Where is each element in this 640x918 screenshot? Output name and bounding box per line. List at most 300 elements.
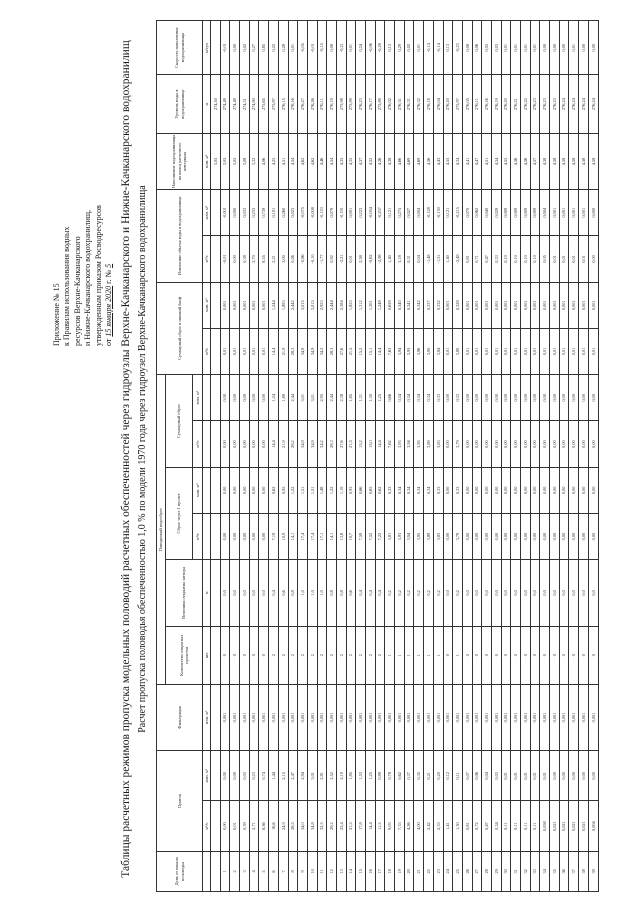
table-cell: 0,00 <box>230 421 240 467</box>
table-cell: 0,78 <box>385 751 395 801</box>
table-cell: 0,00 <box>588 513 598 559</box>
table-row <box>491 21 501 892</box>
table-cell: 3,79 <box>453 421 463 467</box>
table-cell: 21,9 <box>278 421 288 467</box>
table-cell: 0,27 <box>249 21 259 75</box>
table-cell: 0,33 <box>453 467 463 513</box>
table-cell: 0,0 <box>482 560 492 626</box>
table-cell: 4,54 <box>288 133 298 189</box>
table-cell: 4,35 <box>336 133 346 189</box>
table-cell: 0,0 <box>249 560 259 626</box>
table-cell: 1,85 <box>346 751 356 801</box>
table-cell: 0,0 <box>579 560 589 626</box>
table-cell: 3,015 <box>307 282 317 328</box>
table-row <box>433 21 443 892</box>
table-cell: 17,8 <box>356 801 366 851</box>
table-row <box>424 21 434 892</box>
table-cell: 0,0 <box>472 560 482 626</box>
table-cell: 0,01 <box>288 21 298 75</box>
table-cell: 1,51 <box>298 467 308 513</box>
table-cell: 1,248 <box>375 282 385 328</box>
unit-cell: млн. м³ <box>193 467 203 513</box>
table-cell: 0,00 <box>501 513 511 559</box>
table-cell: 0,0 <box>511 560 521 626</box>
table-cell: 0,001 <box>240 684 250 750</box>
table-cell: 0,0 <box>462 560 472 626</box>
table-cell: 7,52 <box>366 513 376 559</box>
table-cell: -1,77 <box>317 236 327 282</box>
table-cell: 0,00 <box>482 421 492 467</box>
table-container <box>156 20 599 892</box>
table-cell: 25 <box>453 851 463 891</box>
table-cell: 0,001 <box>462 684 472 750</box>
table-cell: 0,00 <box>472 513 482 559</box>
table-cell: 276,24 <box>588 75 598 133</box>
table-row <box>443 21 453 892</box>
table-cell: 0,009 <box>521 190 531 236</box>
table-row <box>346 21 356 892</box>
table-cell: 3,89 <box>424 513 434 559</box>
table-cell: -0,62 <box>366 236 376 282</box>
table-cell: 0,023 <box>288 190 298 236</box>
table-cell: 3,95 <box>404 328 414 374</box>
appendix-line: к Правилам использования водных <box>62 226 72 346</box>
table-row <box>366 21 376 892</box>
table-cell: 36 <box>559 851 569 891</box>
table-cell: 0,001 <box>579 684 589 750</box>
table-cell: 1,312 <box>356 282 366 328</box>
table-cell: 0,01 <box>414 21 424 75</box>
table-cell: 0,00 <box>491 467 501 513</box>
table-cell: 6 <box>269 851 279 891</box>
table-cell: 4,62 <box>298 133 308 189</box>
table-cell: 0,00 <box>559 21 569 75</box>
table-cell: 17,1 <box>317 513 327 559</box>
table-cell: 2 <box>317 626 327 684</box>
table-cell: 0,01 <box>521 21 531 75</box>
table-cell: 1,31 <box>356 375 366 421</box>
table-cell: 0,34 <box>395 375 405 421</box>
table-cell: 7,59 <box>356 513 366 559</box>
table-cell: 0,47 <box>482 236 492 282</box>
table-cell: 0 <box>462 626 472 684</box>
table-cell: 0,0 <box>521 560 531 626</box>
table-cell: 28,3 <box>327 328 337 374</box>
table-cell: 0,33 <box>491 236 501 282</box>
table-cell: -2,21 <box>336 236 346 282</box>
table-cell: -0,054 <box>366 190 376 236</box>
table-cell: 276,18 <box>424 75 434 133</box>
table-cell: 0,233 <box>249 190 259 236</box>
table-cell: 2,44 <box>327 375 337 421</box>
table-cell: 0,01 <box>530 328 540 374</box>
table-cell: 0,00 <box>220 375 230 421</box>
table-cell: 0,001 <box>249 684 259 750</box>
table-cell: 14,1 <box>327 513 337 559</box>
appendix-line: ресурсов Верхне-Качканарского <box>72 236 82 346</box>
header-storage-end: Наполнение водохранилища на конец расчетного интервала <box>157 133 203 189</box>
table-cell: 0,0 <box>230 560 240 626</box>
table-cell: 0,00 <box>569 421 579 467</box>
unit-cell: м³/с <box>193 513 203 559</box>
table-cell: 1,53 <box>356 751 366 801</box>
table-cell: 276,23 <box>540 75 550 133</box>
table-cell: 0,0 <box>220 560 230 626</box>
table-cell: 0,001 <box>414 684 424 750</box>
table-cell: 14,4 <box>375 328 385 374</box>
table-cell: 0 <box>220 626 230 684</box>
table-cell: 0,0 <box>569 560 579 626</box>
table-cell: 0,01 <box>530 751 540 801</box>
header-spill-one: Сброс через 1 пролет <box>166 467 193 560</box>
table-cell: 2 <box>269 626 279 684</box>
table-cell: 34 <box>540 851 550 891</box>
unit-cell <box>203 851 211 891</box>
table-cell: 0,0 <box>259 560 269 626</box>
initial-level: 274,50 <box>211 75 221 133</box>
table-cell: 276,17 <box>366 75 376 133</box>
table-cell: 22 <box>424 851 434 891</box>
table-cell: -0,21 <box>336 21 346 75</box>
table-cell: 3,84 <box>433 328 443 374</box>
table-cell: 3,94 <box>404 421 414 467</box>
table-cell: 0,000 <box>230 190 240 236</box>
table-cell: 0,021 <box>569 801 579 851</box>
table-cell: -2,49 <box>453 236 463 282</box>
table-cell: 3,05 <box>230 133 240 189</box>
table-cell: 0,01 <box>462 328 472 374</box>
table-cell: -0,01 <box>220 21 230 75</box>
table-cell: 35 <box>550 851 560 891</box>
table-cell: 0,33 <box>433 467 443 513</box>
table-cell: 1,25 <box>366 751 376 801</box>
table-cell: 4,58 <box>579 133 589 189</box>
table-cell: 0,01 <box>540 751 550 801</box>
table-cell: 1,19 <box>336 467 346 513</box>
unit-cell <box>203 375 211 421</box>
table-cell: 3,00 <box>278 236 288 282</box>
table-cell: 0,001 <box>366 684 376 750</box>
table-cell: 2 <box>346 626 356 684</box>
table-cell: 0,0 <box>550 560 560 626</box>
table-cell: 0,001 <box>424 684 434 750</box>
table-cell: 0,00 <box>559 751 569 801</box>
table-cell: 3,015 <box>298 282 308 328</box>
table-cell: 0,01 <box>559 328 569 374</box>
table-cell: 275,97 <box>453 75 463 133</box>
table-cell: 0,0 <box>443 560 453 626</box>
table-cell: 0,4 <box>366 560 376 626</box>
table-cell: 0,00 <box>559 375 569 421</box>
table-row <box>521 21 531 892</box>
table-cell: 3,83 <box>433 513 443 559</box>
table-cell: 276,19 <box>491 75 501 133</box>
table-cell: 0,001 <box>462 282 472 328</box>
table-cell: 0,71 <box>472 236 482 282</box>
table-cell: 3,01 <box>298 375 308 421</box>
table-cell: 0,328 <box>453 282 463 328</box>
table-cell: 0,01 <box>511 21 521 75</box>
table-cell: 0,070 <box>462 190 472 236</box>
table-cell: 0,05 <box>482 21 492 75</box>
table-cell: 276,24 <box>569 75 579 133</box>
table-cell: 0,029 <box>491 190 501 236</box>
table-cell: 18 <box>385 851 395 891</box>
header-gate-opening: Величина открытия затвора <box>166 560 203 626</box>
handwritten-number: 5 <box>104 263 114 268</box>
table-cell: 0,00 <box>511 375 521 421</box>
table-row <box>327 21 337 892</box>
table-cell: 0 <box>588 626 598 684</box>
table-cell: 0,01 <box>579 328 589 374</box>
table-cell: -0,257 <box>375 190 385 236</box>
table-cell: 0,72 <box>472 801 482 851</box>
table-cell: 0,0 <box>501 560 511 626</box>
table-cell: -0,191 <box>336 190 346 236</box>
table-cell: 1,0 <box>298 560 308 626</box>
table-cell: 274,51 <box>240 75 250 133</box>
table-cell: 274,80 <box>249 75 259 133</box>
table-cell: 7 <box>278 851 288 891</box>
table-cell: 0,02 <box>240 21 250 75</box>
table-cell: 0,05 <box>540 236 550 282</box>
appendix-line: утвержденным приказом Росводресурсов <box>93 205 103 346</box>
table-cell: 0,00 <box>511 467 521 513</box>
table-cell: 5 <box>259 851 269 891</box>
table-cell: 0,34 <box>414 467 424 513</box>
table-cell: 0 <box>569 626 579 684</box>
table-cell: 0,004 <box>540 190 550 236</box>
table-cell: 0,01 <box>569 21 579 75</box>
table-cell: 4 <box>249 851 259 891</box>
table-cell: 0,000 <box>588 190 598 236</box>
table-cell: 4,51 <box>482 133 492 189</box>
table-cell: 1,30 <box>453 801 463 851</box>
table-cell: 0,001 <box>588 684 598 750</box>
table-cell: 0,00 <box>443 513 453 559</box>
table-cell: -0,128 <box>424 190 434 236</box>
table-cell: 276,16 <box>288 75 298 133</box>
table-cell: 0 <box>579 626 589 684</box>
table-cell: 0,4 <box>356 560 366 626</box>
table-cell: 0,00 <box>540 513 550 559</box>
table-body <box>211 21 599 892</box>
table-row <box>259 21 269 892</box>
table-cell: 0,92 <box>327 236 337 282</box>
table-cell: 0,2 <box>424 560 434 626</box>
table-cell: 28,5 <box>288 801 298 851</box>
table-cell: 34,8 <box>307 801 317 851</box>
table-cell: -0,05 <box>298 21 308 75</box>
table-row <box>559 21 569 892</box>
table-cell: 0,027 <box>404 190 414 236</box>
unit-cell: млн. м³ <box>203 190 211 236</box>
table-cell: 0,01 <box>220 328 230 374</box>
table-cell: 1 <box>433 626 443 684</box>
table-cell: 1,853 <box>346 282 356 328</box>
table-cell: 26 <box>462 851 472 891</box>
table-cell: 0,11 <box>511 801 521 851</box>
table-cell: 20 <box>404 851 414 891</box>
table-cell: 0,021 <box>579 801 589 851</box>
table-cell: 4,52 <box>366 133 376 189</box>
table-cell: 3,89 <box>424 421 434 467</box>
table-row <box>482 21 492 892</box>
table-cell: 4,58 <box>559 133 569 189</box>
table-cell: 1 <box>424 626 434 684</box>
table-cell: 0,01 <box>501 751 511 801</box>
table-cell: 11,5 <box>375 801 385 851</box>
table-cell: 0,332 <box>433 282 443 328</box>
table-cell: 274,49 <box>230 75 240 133</box>
table-cell: 0,2 <box>414 560 424 626</box>
table-cell: 4,46 <box>317 133 327 189</box>
table-cell: 0,00 <box>230 513 240 559</box>
table-cell: 0,001 <box>588 282 598 328</box>
table-cell: 15 <box>356 851 366 891</box>
table-cell: 2,71 <box>249 801 259 851</box>
table-cell: 0,34 <box>395 467 405 513</box>
table-cell: -0,15 <box>317 21 327 75</box>
table-cell: -2,98 <box>375 236 385 282</box>
table-cell: 2,442 <box>288 282 298 328</box>
table-cell: 33 <box>530 851 540 891</box>
table-cell: 276,24 <box>559 75 569 133</box>
table-cell: 0,341 <box>404 282 414 328</box>
table-cell: 0 <box>472 626 482 684</box>
table-cell: 3,08 <box>240 133 250 189</box>
table-cell: 27,6 <box>336 328 346 374</box>
table-cell: 13 <box>336 851 346 891</box>
table-cell: -0,86 <box>298 236 308 282</box>
table-cell: 0,00 <box>230 236 240 282</box>
table-cell: 0 <box>482 626 492 684</box>
table-cell: 0,00 <box>550 751 560 801</box>
table-cell: 275,87 <box>269 75 279 133</box>
table-cell: 0,340 <box>395 282 405 328</box>
table-cell: 0,00 <box>220 513 230 559</box>
table-cell: 4,55 <box>501 133 511 189</box>
table-cell: 4,55 <box>443 133 453 189</box>
table-cell: 15,0 <box>366 421 376 467</box>
table-cell: 1 <box>385 626 395 684</box>
table-cell: 275,65 <box>259 75 269 133</box>
table-row <box>501 21 511 892</box>
table-cell: 0,004 <box>414 190 424 236</box>
table-cell: 0,62 <box>395 751 405 801</box>
unit-cell: млн. м³ <box>193 375 203 421</box>
table-cell: 276,20 <box>443 75 453 133</box>
table-row <box>540 21 550 892</box>
table-cell: 0,00 <box>588 375 598 421</box>
table-cell: 0,001 <box>530 282 540 328</box>
table-cell: 1,0 <box>317 560 327 626</box>
table-cell: 0,07 <box>462 751 472 801</box>
table-cell: 0,10 <box>511 236 521 282</box>
table-cell: 2 <box>298 626 308 684</box>
table-cell: 0,001 <box>346 190 356 236</box>
table-cell: 0,00 <box>530 513 540 559</box>
table-cell: 0 <box>259 626 269 684</box>
table-row <box>453 21 463 892</box>
table-cell: 0,00 <box>491 375 501 421</box>
table-cell: 2 <box>336 626 346 684</box>
table-cell: 275,99 <box>346 75 356 133</box>
table-cell: 34,0 <box>298 801 308 851</box>
table-cell: 0,079 <box>327 190 337 236</box>
table-cell: 4,35 <box>346 133 356 189</box>
table-cell: 3,95 <box>414 421 424 467</box>
table-cell: 0,29 <box>395 21 405 75</box>
table-cell: 0,01 <box>259 328 269 374</box>
table-cell: 21,5 <box>346 421 356 467</box>
table-cell: 1,893 <box>278 282 288 328</box>
table-cell: -0,01 <box>220 236 230 282</box>
table-cell: 2,70 <box>249 236 259 282</box>
table-cell: 275,98 <box>336 75 346 133</box>
table-row <box>588 21 598 892</box>
table-cell: 0,66 <box>385 375 395 421</box>
table-cell: 32 <box>521 851 531 891</box>
table-cell: 0,13 <box>443 21 453 75</box>
table-cell: 0,00 <box>550 513 560 559</box>
header-day: День от начала половодья <box>157 851 203 891</box>
table-cell: 0,121 <box>385 190 395 236</box>
table-cell: 0,74 <box>259 751 269 801</box>
table-cell: 0,00 <box>550 375 560 421</box>
table-cell: 32,5 <box>317 801 327 851</box>
table-cell: 3,96 <box>414 328 424 374</box>
table-cell: 3,81 <box>385 513 395 559</box>
table-cell: 0,001 <box>569 684 579 750</box>
table-cell: 0 <box>521 626 531 684</box>
table-cell: 1,22 <box>288 467 298 513</box>
table-cell: 0,01 <box>501 328 511 374</box>
table-cell: 2,52 <box>327 751 337 801</box>
table-cell: 0,00 <box>462 513 472 559</box>
table-cell: 1 <box>414 626 424 684</box>
table-cell: 0,009 <box>511 190 521 236</box>
table-cell: 276,11 <box>317 75 327 133</box>
table-cell: 24 <box>443 851 453 891</box>
table-cell: 0,001 <box>521 684 531 750</box>
table-cell: 0,04 <box>482 751 492 801</box>
table-cell: 0,009 <box>530 190 540 236</box>
table-cell: 0,34 <box>404 467 414 513</box>
table-cell: 17 <box>375 851 385 891</box>
table-cell: 0,00 <box>501 375 511 421</box>
table-cell: 19 <box>395 851 405 891</box>
table-cell: 0,00 <box>259 421 269 467</box>
table-cell: 0,001 <box>278 684 288 750</box>
table-row <box>550 21 560 892</box>
table-cell: 0,85 <box>259 21 269 75</box>
table-cell: 14,4 <box>375 421 385 467</box>
table-cell: 0,001 <box>521 282 531 328</box>
table-cell: 0,4 <box>269 560 279 626</box>
table-cell: 0,62 <box>269 467 279 513</box>
table-cell: 3,79 <box>453 513 463 559</box>
table-cell: 0,001 <box>550 282 560 328</box>
table-cell: 0,00 <box>501 467 511 513</box>
table-cell: 0,00 <box>588 236 598 282</box>
table-cell: 3,90 <box>424 328 434 374</box>
table-cell: 29,2 <box>327 801 337 851</box>
table-cell: 0,004 <box>588 801 598 851</box>
table-cell: 13,8 <box>336 513 346 559</box>
table-cell: 1,85 <box>346 375 356 421</box>
table-cell: 4,57 <box>356 133 366 189</box>
